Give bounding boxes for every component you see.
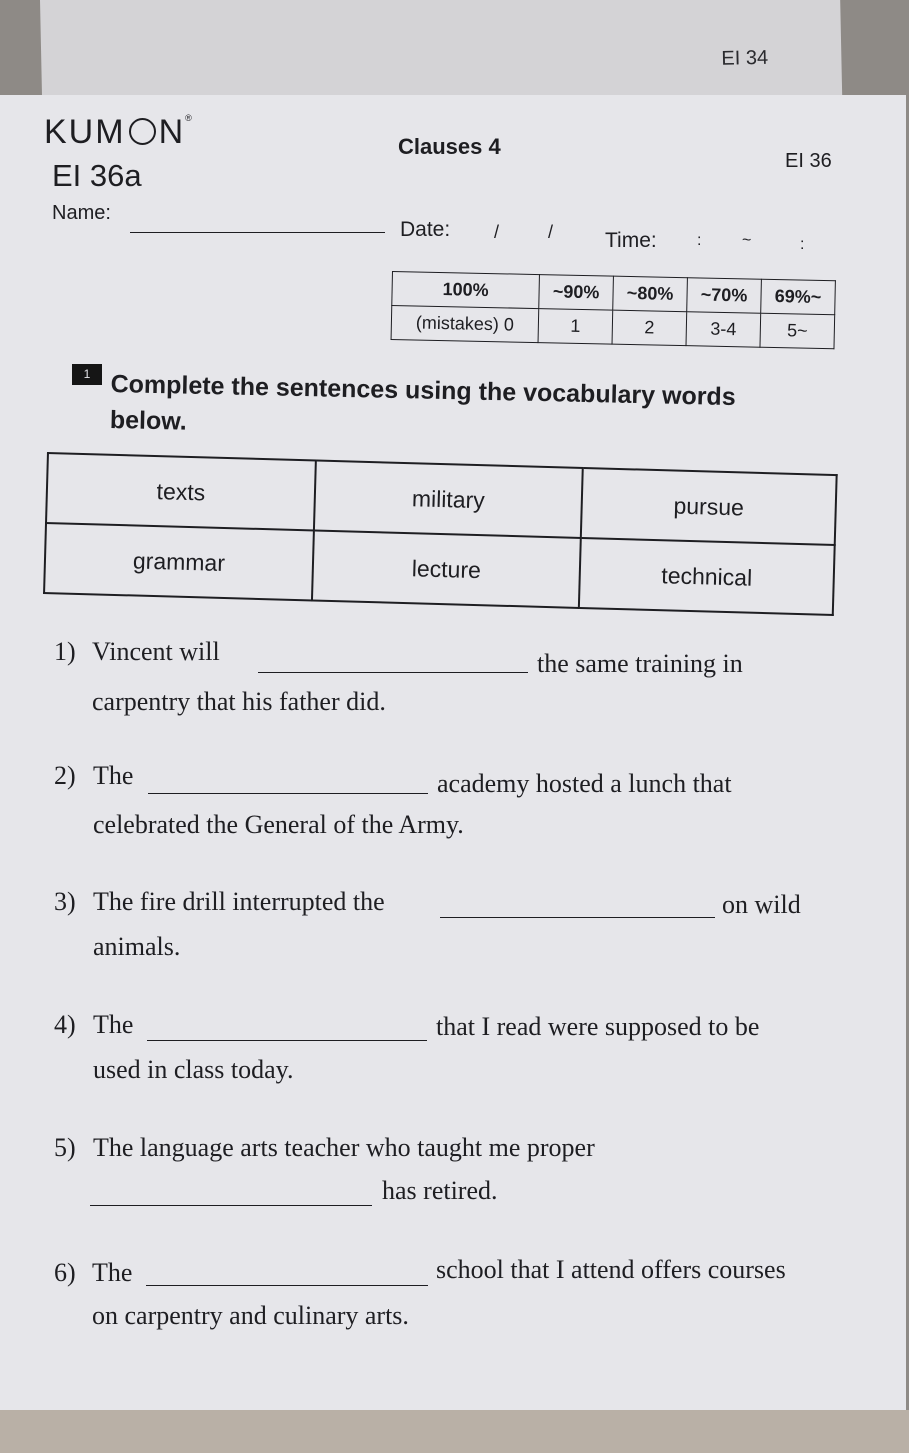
- score-cell: ~90%: [539, 275, 614, 311]
- question-text: academy hosted a lunch that: [437, 769, 732, 798]
- question-text: Vincent will: [92, 637, 220, 666]
- instruction-text: Complete the sentences using the vocabulary words below.: [109, 369, 736, 436]
- answer-blank[interactable]: [90, 1205, 372, 1206]
- question-text: The language arts teacher who taught me proper: [93, 1133, 595, 1162]
- vocabulary-table: [43, 452, 838, 616]
- date-separator: /: [494, 222, 500, 242]
- answer-blank[interactable]: [258, 672, 528, 673]
- question-text: the same training in: [537, 649, 743, 678]
- score-cell: 1: [538, 309, 613, 345]
- score-cell: 100%: [392, 272, 540, 309]
- vocab-word: pursue: [581, 468, 837, 545]
- section-marker: 1: [72, 364, 102, 385]
- time-label: Time:: [605, 229, 657, 252]
- question-text: The: [93, 761, 134, 790]
- question-text: has retired.: [382, 1176, 498, 1205]
- question-text: animals.: [93, 932, 181, 961]
- name-field[interactable]: [130, 232, 385, 233]
- score-cell: ~70%: [687, 278, 762, 314]
- question-text: The fire drill interrupted the: [93, 887, 385, 916]
- score-cell: ~80%: [613, 276, 688, 312]
- question-number: 4): [54, 1010, 76, 1039]
- score-cell: 2: [612, 310, 687, 346]
- answer-blank[interactable]: [147, 1040, 427, 1041]
- level-code: EI 36a: [52, 158, 142, 193]
- name-label: Name:: [52, 202, 111, 224]
- date-label: Date:: [400, 218, 451, 241]
- score-cell: (mistakes) 0: [391, 306, 539, 343]
- time-colon: :: [697, 232, 702, 249]
- answer-blank[interactable]: [146, 1285, 428, 1286]
- vocab-word: technical: [579, 538, 835, 615]
- question-text: The: [93, 1010, 134, 1039]
- question-text: school that I attend offers courses: [436, 1255, 786, 1284]
- question-number: 3): [54, 887, 76, 916]
- answer-blank[interactable]: [148, 793, 428, 794]
- question-number: 5): [54, 1133, 76, 1162]
- kumon-logo: KUM N®: [44, 113, 194, 151]
- vocab-word: grammar: [44, 523, 314, 600]
- time-colon: :: [800, 236, 805, 253]
- question-number: 6): [54, 1258, 76, 1287]
- date-separator: /: [548, 222, 554, 242]
- question-text: on wild: [722, 890, 801, 919]
- question-number: 1): [54, 637, 76, 666]
- time-tilde: ~: [742, 232, 752, 249]
- question-text: that I read were supposed to be: [436, 1012, 760, 1041]
- score-cell: 3-4: [686, 312, 761, 348]
- vocab-word: lecture: [312, 530, 581, 607]
- vocab-word: military: [314, 461, 583, 538]
- answer-blank[interactable]: [440, 917, 715, 918]
- question-text: celebrated the General of the Army.: [93, 810, 464, 839]
- unit-title: Clauses 4: [398, 134, 501, 159]
- page-code: EI 36: [785, 150, 832, 172]
- score-table: [391, 271, 836, 349]
- question-text: The: [92, 1258, 133, 1287]
- question-number: 2): [54, 761, 76, 790]
- question-text: on carpentry and culinary arts.: [92, 1301, 409, 1330]
- question-text: carpentry that his father did.: [92, 687, 386, 716]
- table-surface: [0, 1410, 909, 1453]
- score-cell: 69%~: [761, 279, 836, 315]
- question-text: used in class today.: [93, 1055, 294, 1084]
- back-sheet-page-code: EI 34: [721, 46, 769, 70]
- logo-circle-icon: [129, 118, 156, 145]
- score-cell: 5~: [760, 313, 835, 349]
- vocab-word: texts: [46, 453, 316, 530]
